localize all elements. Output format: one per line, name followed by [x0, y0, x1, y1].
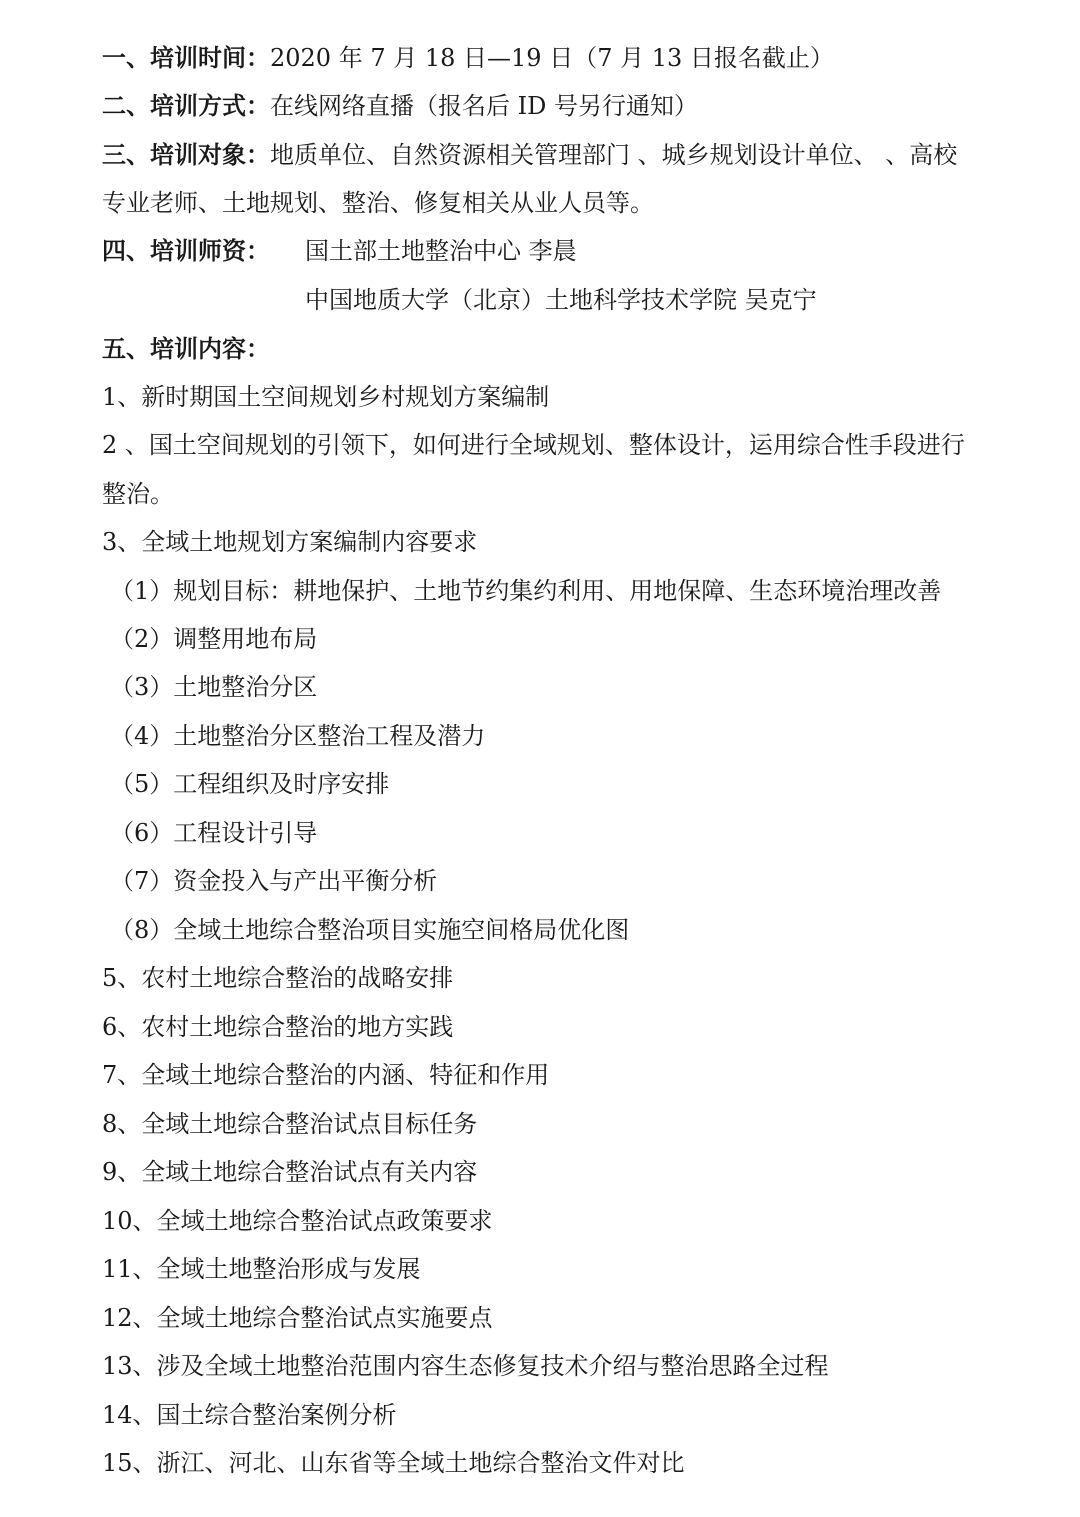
- training-method-label: 二、培训方式：: [102, 92, 270, 120]
- instructor-item: 中国地质大学（北京）土地科学技术学院 吴克宁: [305, 286, 817, 314]
- training-instructors-line: [102, 236, 270, 266]
- content-sub-item: （1）规划目标：耕地保护、土地节约集约利用、用地保障、生态环境治理改善: [110, 577, 942, 605]
- training-instructors-label: 四、培训师资：: [102, 237, 270, 265]
- training-audience-label: 三、培训对象：: [102, 141, 270, 169]
- training-time-line: [102, 43, 834, 73]
- training-audience-value: 地质单位、自然资源相关管理部门 、城乡规划设计单位、 、高校: [270, 141, 958, 169]
- content-item-continuation: 整治。: [102, 480, 174, 508]
- content-item: 15、浙江、河北、山东省等全域土地综合整治文件对比: [102, 1449, 685, 1477]
- training-method-value: 在线网络直播（报名后 ID 号另行通知）: [270, 92, 698, 120]
- training-audience-line: [102, 140, 957, 170]
- content-item: 14、国土综合整治案例分析: [102, 1401, 397, 1429]
- content-item: 3、全域土地规划方案编制内容要求: [102, 528, 478, 556]
- training-content-label: 五、培训内容：: [102, 335, 270, 363]
- content-item: 2 、国土空间规划的引领下，如何进行全域规划、整体设计，运用综合性手段进行: [102, 431, 965, 459]
- instructor-item: 国土部土地整治中心 李晨: [305, 237, 577, 265]
- content-item: 7、全域土地综合整治的内涵、特征和作用: [102, 1061, 550, 1089]
- content-item: 6、农村土地综合整治的地方实践: [102, 1013, 454, 1041]
- content-item: 9、全域土地综合整治试点有关内容: [102, 1158, 478, 1186]
- content-item: 10、全域土地综合整治试点政策要求: [102, 1207, 493, 1235]
- content-sub-item: （5）工程组织及时序安排: [110, 770, 390, 798]
- content-item: 1、新时期国土空间规划乡村规划方案编制: [102, 383, 550, 411]
- training-content-heading: [102, 334, 270, 364]
- content-item: 12、全域土地综合整治试点实施要点: [102, 1304, 493, 1332]
- content-sub-item: （7）资金投入与产出平衡分析: [110, 867, 438, 895]
- content-sub-item: （2）调整用地布局: [110, 625, 318, 653]
- content-sub-item: （4）土地整治分区整治工程及潜力: [110, 722, 486, 750]
- content-item: 5、农村土地综合整治的战略安排: [102, 964, 454, 992]
- content-item: 11、全域土地整治形成与发展: [102, 1255, 421, 1283]
- training-time-value: 2020 年 7 月 18 日—19 日（7 月 13 日报名截止）: [270, 44, 834, 72]
- content-item: 13、涉及全域土地整治范围内容生态修复技术介绍与整治思路全过程: [102, 1352, 829, 1380]
- content-sub-item: （8）全域土地综合整治项目实施空间格局优化图: [110, 916, 630, 944]
- content-sub-item: （3）土地整治分区: [110, 673, 318, 701]
- training-method-line: [102, 91, 698, 121]
- training-time-label: 一、培训时间：: [102, 44, 270, 72]
- content-item: 8、全域土地综合整治试点目标任务: [102, 1110, 478, 1138]
- content-sub-item: （6）工程设计引导: [110, 819, 318, 847]
- training-audience-continuation: 专业老师、土地规划、整治、修复相关从业人员等。: [102, 189, 654, 217]
